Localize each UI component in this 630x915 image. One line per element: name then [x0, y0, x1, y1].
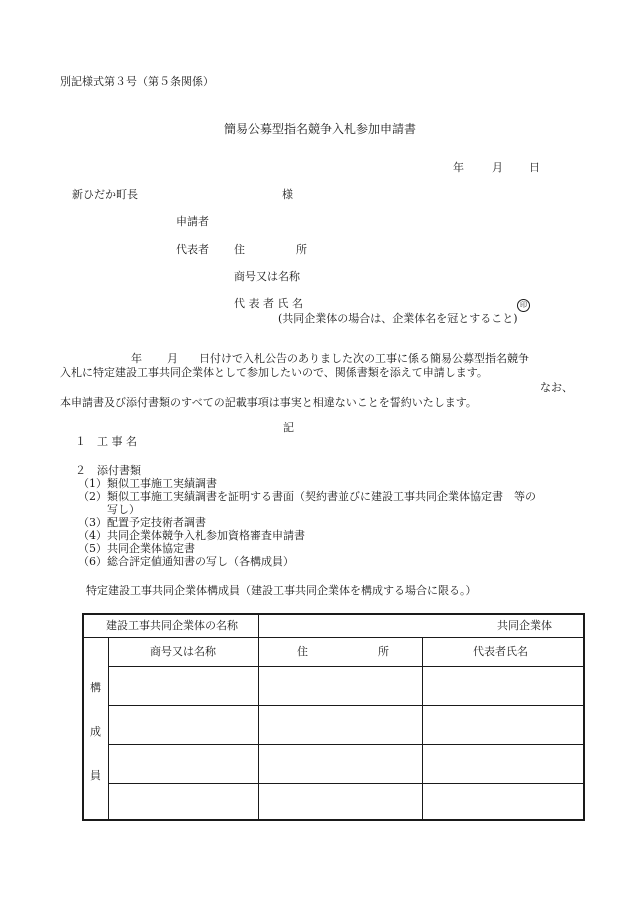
- table-rule: [422, 637, 423, 819]
- attachment-1: （1）類似工事施工実績調書: [78, 477, 217, 490]
- col-company-header: 商号又は名称: [150, 645, 216, 658]
- item-attachments: ２ 添付書類: [75, 464, 141, 477]
- address-label-2: 所: [296, 243, 307, 256]
- table-rule: [258, 637, 259, 819]
- representative-label: 代表者: [176, 243, 209, 256]
- table-rule: [84, 637, 583, 638]
- body-line-4: 本申請書及び添付書類のすべての記載事項は事実と相違ないことを誓約いたします。: [60, 396, 477, 409]
- col-address-header-1: 住: [297, 645, 308, 658]
- seal-icon: 印: [517, 299, 530, 312]
- table-rule: [258, 615, 259, 638]
- date-day: 日: [529, 161, 540, 174]
- representative-name-label: 代 表 者 氏 名: [234, 297, 303, 310]
- attachment-3: （3）配置予定技術者調書: [78, 516, 206, 529]
- table-rule: [108, 783, 583, 784]
- company-name-label: 商号又は名称: [234, 270, 300, 283]
- item-construction-name: １ 工 事 名: [75, 435, 137, 448]
- jv-suffix: 共同企業体: [497, 619, 552, 632]
- form-number: 別記様式第３号（第５条関係）: [60, 75, 214, 88]
- attachment-4: （4）共同企業体競争入札参加資格審査申請書: [78, 529, 305, 542]
- body-line-1: 日付けで入札公告のありました次の工事に係る簡易公募型指名競争: [199, 352, 529, 365]
- addressee-name: 新ひだか町長: [72, 188, 138, 201]
- seal-mark: [517, 297, 530, 312]
- jv-name-label: 建設工事共同企業体の名称: [106, 619, 238, 632]
- address-label-1: 住: [234, 243, 245, 256]
- attachment-6: （6）総合評定値通知書の写し（各構成員）: [78, 555, 294, 568]
- applicant-label: 申請者: [176, 215, 209, 228]
- body-line-3: なお、: [540, 381, 573, 394]
- col-address-header-2: 所: [378, 645, 389, 658]
- table-rule: [108, 705, 583, 706]
- attachment-2-cont: 写し）: [107, 503, 140, 516]
- body-line-2: 入札に特定建設工事共同企業体として参加したいので、関係書類を添えて申請します。: [60, 366, 488, 379]
- attachment-5: （5）共同企業体協定書: [78, 542, 195, 555]
- body-month: 月: [167, 352, 178, 365]
- side-label-char: 成: [90, 725, 101, 738]
- attachment-2: （2）類似工事施工実績調書を証明する書面（契約書並びに建設工事共同企業体協定書 等の: [78, 490, 536, 503]
- date-year: 年: [453, 161, 464, 174]
- table-rule: [108, 666, 583, 667]
- side-label-char: 員: [90, 769, 101, 782]
- body-year: 年: [131, 352, 142, 365]
- jv-name-note: (共同企業体の場合は、企業体名を冠とすること): [278, 312, 518, 325]
- table-rule: [108, 637, 109, 819]
- table-rule: [108, 744, 583, 745]
- date-month: 月: [492, 161, 503, 174]
- members-table: [82, 613, 585, 821]
- col-rep-header: 代表者氏名: [473, 645, 528, 658]
- members-heading: 特定建設工事共同企業体構成員（建設工事共同企業体を構成する場合に限る。）: [86, 584, 477, 597]
- addressee-honorific: 様: [282, 188, 293, 201]
- side-label-char: 構: [90, 681, 101, 694]
- page-title: 簡易公募型指名競争入札参加申請書: [224, 122, 417, 136]
- ki-heading: 記: [283, 421, 294, 434]
